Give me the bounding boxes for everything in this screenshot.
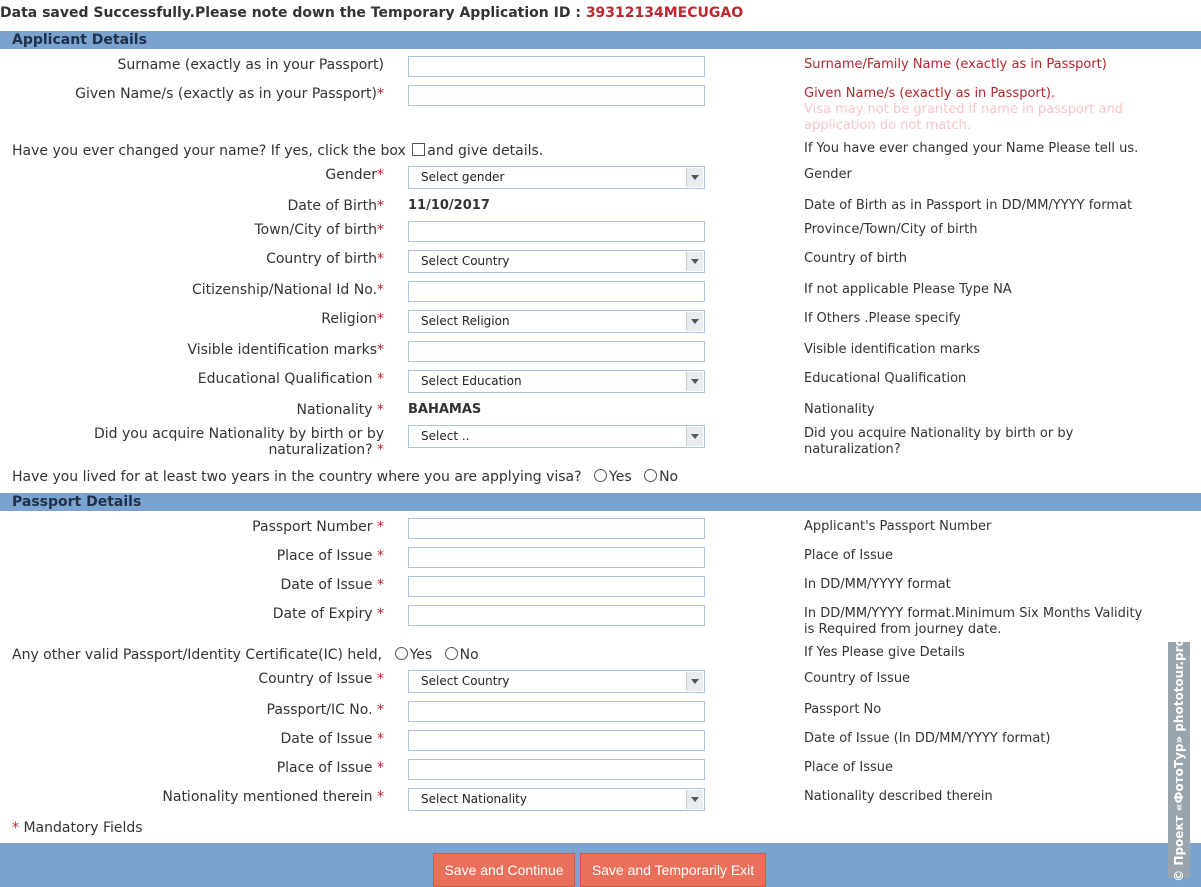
passport-number-label: Passport Number * [252,519,384,535]
success-banner [0,5,743,21]
ic-nationality-select[interactable]: Select Nationality [408,788,705,811]
given-name-label: Given Name/s (exactly as in your Passport)* [75,86,384,102]
ic-place-issue-label: Place of Issue * [276,760,384,776]
marks-input[interactable] [408,341,705,362]
town-input[interactable] [408,221,705,242]
lived-label: Have you lived for at least two years in the country where you are applying visa? [12,469,582,485]
changed-name-row [12,143,543,159]
date-expiry-label: Date of Expiry * [272,606,384,622]
ic-number-input[interactable] [408,701,705,722]
religion-hint: If Others .Please specify [804,311,961,326]
date-issue-label: Date of Issue * [280,577,384,593]
other-no-radio[interactable] [445,647,458,660]
chevron-down-icon [686,372,703,391]
date-issue-input[interactable] [408,576,705,597]
save-continue-button[interactable]: Save and Continue [433,853,575,887]
dob-value: 11/10/2017 [408,198,490,213]
given-name-hint: Given Name/s (exactly as in Passport). [804,86,1056,101]
country-birth-label: Country of birth* [266,251,384,267]
given-name-input[interactable] [408,85,705,106]
country-issue-select[interactable]: Select Country [408,670,705,693]
education-label: Educational Qualification * [197,371,384,387]
acquire-label: Did you acquire Nationality by birth or by naturalization? * [94,426,384,458]
chevron-down-icon [686,168,703,187]
religion-select[interactable]: Select Religion [408,310,705,333]
name-mismatch-warning: Visa may not be granted if name in passport and application do not match. [804,102,1123,133]
acquire-hint: Did you acquire Nationality by birth or by naturalization? [804,426,1074,457]
chevron-down-icon [686,427,703,446]
chevron-down-icon [686,252,703,271]
gender-hint: Gender [804,167,852,182]
changed-name-checkbox[interactable] [412,143,425,156]
place-issue-hint: Place of Issue [804,548,893,563]
changed-name-label: Have you ever changed your name? If yes, click the box [12,143,406,159]
changed-name-hint: If You have ever changed your Name Please tell us. [804,141,1139,156]
gender-label: Gender* [325,167,384,183]
dob-label: Date of Birth* [287,198,384,214]
section-title: Applicant Details [12,32,147,48]
ic-nationality-hint: Nationality described therein [804,789,993,804]
lived-yes-label: Yes [609,469,632,485]
mandatory-note: * Mandatory Fields [12,820,143,836]
acquire-select[interactable]: Select .. [408,425,705,448]
other-passport-row [12,647,479,663]
country-issue-label: Country of Issue * [258,671,384,687]
other-no-label: No [459,647,479,663]
nationality-hint: Nationality [804,402,875,417]
country-birth-select[interactable]: Select Country [408,250,705,273]
other-yes-radio[interactable] [395,647,408,660]
lived-yes-radio[interactable] [594,469,607,482]
date-issue-hint: In DD/MM/YYYY format [804,577,951,592]
education-select[interactable]: Select Education [408,370,705,393]
lived-row [12,469,678,485]
chevron-down-icon [686,790,703,809]
ic-nationality-label: Nationality mentioned therein * [162,789,384,805]
place-issue-label: Place of Issue * [276,548,384,564]
lived-no-label: No [659,469,679,485]
country-birth-hint: Country of birth [804,251,907,266]
passport-number-hint: Applicant's Passport Number [804,519,992,534]
watermark [1168,638,1190,882]
ic-place-issue-input[interactable] [408,759,705,780]
section-title: Passport Details [12,494,142,510]
surname-label: Surname (exactly as in your Passport) [117,57,384,73]
country-issue-hint: Country of Issue [804,671,911,686]
citizenship-label: Citizenship/National Id No.* [191,282,384,298]
lived-no-radio[interactable] [644,469,657,482]
date-expiry-hint: In DD/MM/YYYY format.Minimum Six Months Validity is Required from journey date. [804,606,1143,637]
chevron-down-icon [686,672,703,691]
citizenship-hint: If not applicable Please Type NA [804,282,1012,297]
watermark-text: © Проект «ФотоТур» phototour.pro [1172,638,1186,882]
place-issue-input[interactable] [408,547,705,568]
nationality-label: Nationality * [296,402,384,418]
surname-input[interactable] [408,56,705,77]
marks-label: Visible identification marks* [187,342,384,358]
ic-date-issue-label: Date of Issue * [280,731,384,747]
ic-date-issue-hint: Date of Issue (In DD/MM/YYYY format) [804,731,1051,746]
passport-details-header [0,493,1201,511]
banner-message: Data saved Successfully.Please note down the Temporary Application ID : [0,5,586,21]
changed-name-label-after: and give details. [427,143,544,159]
education-hint: Educational Qualification [804,371,967,386]
town-hint: Province/Town/City of birth [804,222,978,237]
save-exit-button[interactable]: Save and Temporarily Exit [580,853,766,887]
surname-hint: Surname/Family Name (exactly as in Passport) [804,57,1107,72]
religion-label: Religion* [321,311,384,327]
date-expiry-input[interactable] [408,605,705,626]
application-id: 39312134MECUGAO [585,5,744,21]
dob-hint: Date of Birth as in Passport in DD/MM/YYYY format [804,198,1133,213]
nationality-value: BAHAMAS [408,402,482,417]
applicant-details-header [0,31,1201,49]
town-label: Town/City of birth* [254,222,384,238]
ic-number-label: Passport/IC No. * [266,702,384,718]
ic-date-issue-input[interactable] [408,730,705,751]
gender-select[interactable]: Select gender [408,166,705,189]
ic-place-issue-hint: Place of Issue [804,760,893,775]
citizenship-input[interactable] [408,281,705,302]
ic-number-hint: Passport No [804,702,882,717]
passport-number-input[interactable] [408,518,705,539]
marks-hint: Visible identification marks [804,342,981,357]
other-passport-hint: If Yes Please give Details [804,645,965,660]
other-yes-label: Yes [409,647,433,663]
chevron-down-icon [686,312,703,331]
other-passport-label: Any other valid Passport/Identity Certificate(IC) held, [12,647,383,663]
